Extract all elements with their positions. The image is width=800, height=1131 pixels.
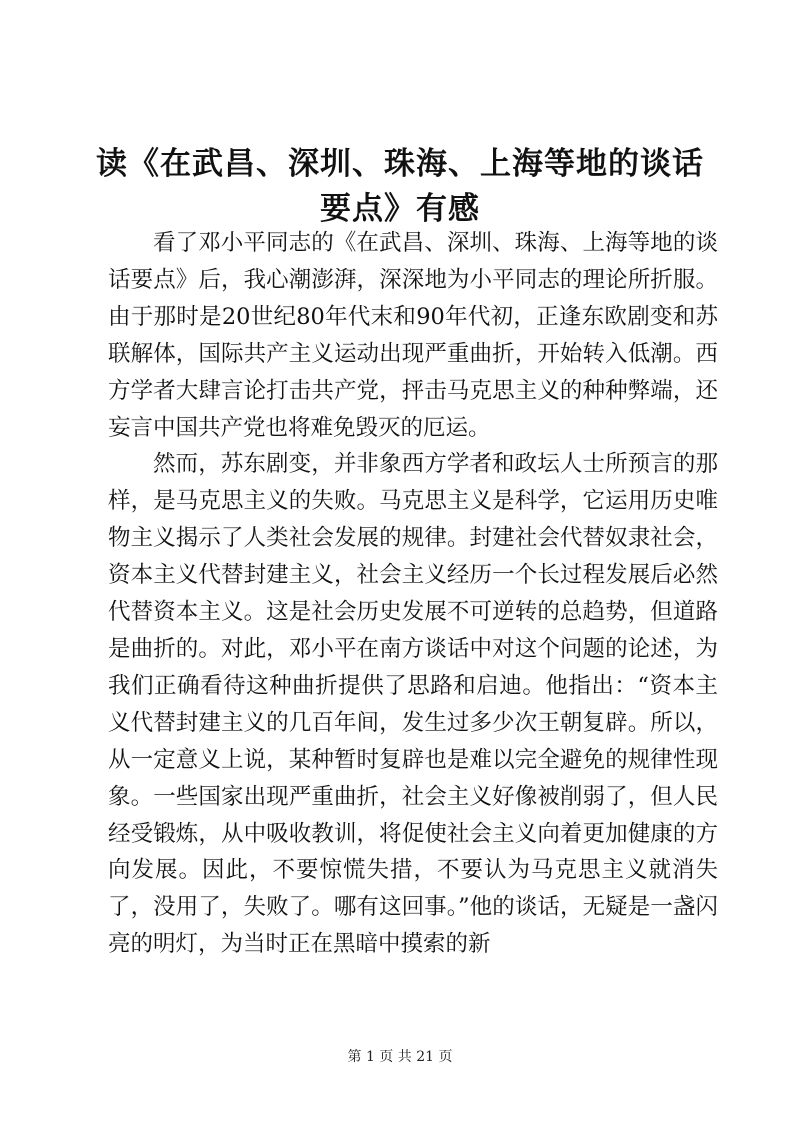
paragraph-1: 看了邓小平同志的《在武昌、深圳、珠海、上海等地的谈话要点》后，我心潮澎湃，深深地为小平同志的理论所折服。由于那时是20世纪80年代末和90年代初，正逢东欧剧变和苏联解体，国际共产主义运动出现严重曲折，开始转入低潮。西方学者大肆言论打击共产党，抨击马克思主义的种种弊端，还妄言中国共产党也将难免毁灭的厄运。 <box>108 230 718 441</box>
document-body <box>108 225 718 963</box>
paragraph-2: 然而，苏东剧变，并非象西方学者和政坛人士所预言的那样，是马克思主义的失败。马克思主义是科学，它运用历史唯物主义揭示了人类社会发展的规律。封建社会代替奴隶社会，资本主义代替封建主义，社会主义经历一个长过程发展后必然代替资本主义。这是社会历史发展不可逆转的总趋势，但道路是曲折的。对此，邓小平在南方谈话中对这个问题的论述，为我们正确看待这种曲折提供了思路和启迪。他指出：“资本主义代替封建主义的几百年间，发生过多少次王朝复辟。所以，从一定意义上说，某种暂时复辟也是难以完全避免的规律性现象。一些国家出现严重曲折，社会主义好像被削弱了，但人民经受锻炼，从中吸收教训，将促使社会主义向着更加健康的方向发展。因此，不要惊慌失措，不要认为马克思主义就消失了，没用了，失败了。哪有这回事。”他的谈话，无疑是一盏闪亮的明灯，为当时正在黑暗中摸索的新 <box>108 451 718 958</box>
document-title: 读《在武昌、深圳、珠海、上海等地的谈话要点》有感 <box>96 146 704 227</box>
page-footer: 第 1 页 共 21 页 <box>347 1049 453 1065</box>
